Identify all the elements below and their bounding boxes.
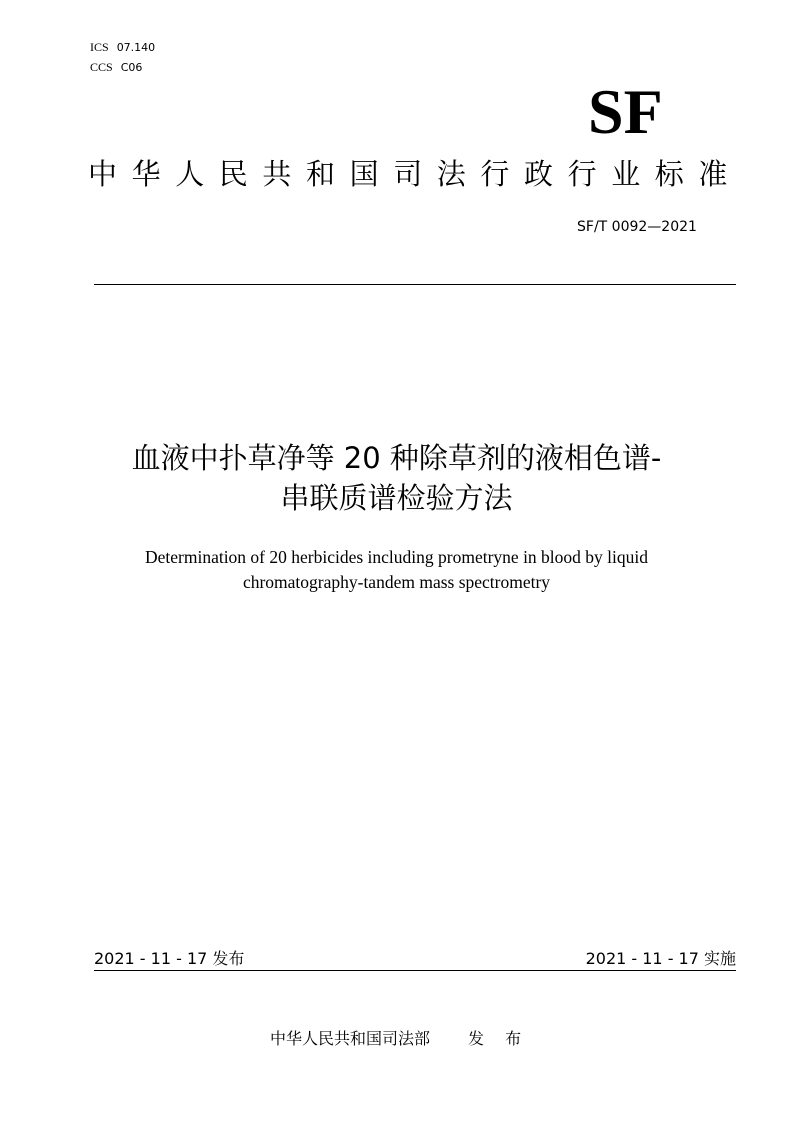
ccs-label: CCS bbox=[90, 60, 113, 74]
title-zh-line-1: 血液中扑草净等 20 种除草剂的液相色谱- bbox=[131, 441, 662, 475]
publisher-action: 发 布 bbox=[468, 1029, 530, 1048]
title-zh-line-2: 串联质谱检验方法 bbox=[280, 481, 513, 515]
organization-title: 中华人民共和国司法行政行业标准 bbox=[88, 157, 743, 191]
ccs-line bbox=[90, 60, 142, 75]
ics-line bbox=[90, 40, 155, 55]
implement-date: 2021 - 11 - 17 实施 bbox=[585, 949, 736, 968]
issue-date: 2021 - 11 - 17 发布 bbox=[94, 949, 245, 968]
ics-label: ICS bbox=[90, 40, 109, 54]
publisher-name: 中华人民共和国司法部 bbox=[270, 1029, 431, 1048]
standard-code: SF/T 0092—2021 bbox=[577, 219, 697, 235]
title-en-line-2: chromatography-tandem mass spectrometry bbox=[242, 572, 551, 592]
footer-divider bbox=[94, 970, 736, 971]
ics-value: 07.140 bbox=[116, 41, 156, 54]
publisher bbox=[270, 1026, 529, 1049]
sf-logo: SF bbox=[588, 76, 663, 147]
ccs-value: C06 bbox=[120, 61, 143, 74]
header-divider bbox=[94, 284, 736, 285]
title-en-line-1: Determination of 20 herbicides including prometryne in blood by liquid bbox=[144, 547, 649, 567]
